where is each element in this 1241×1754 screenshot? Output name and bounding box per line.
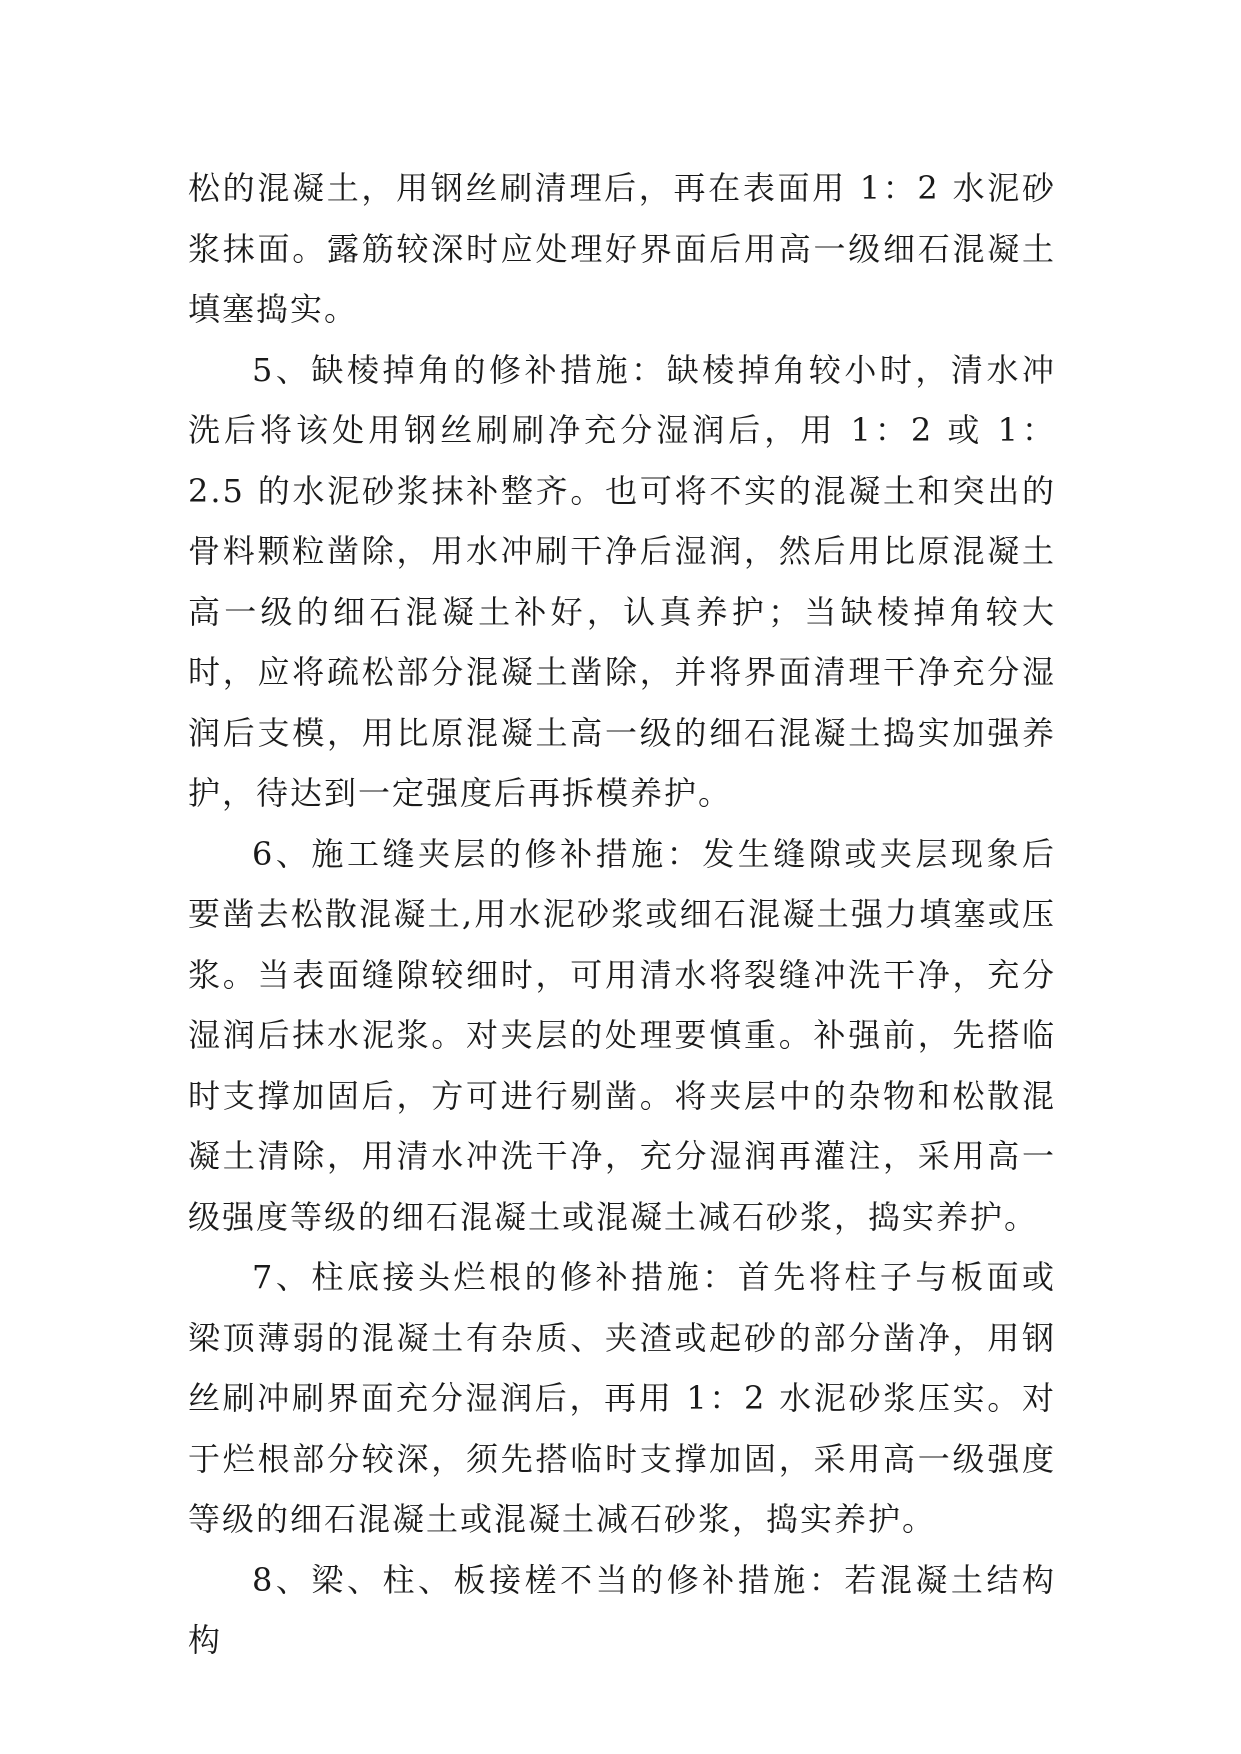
paragraph-item-8: 8、梁、柱、板接槎不当的修补措施：若混凝土结构构 <box>188 1560 1056 1659</box>
document-body <box>188 158 1056 1671</box>
paragraph-item-7: 7、柱底接头烂根的修补措施：首先将柱子与板面或梁顶薄弱的混凝土有杂质、夹渣或起砂的部分凿净，用钢丝刷冲刷界面充分湿润后，再用 1：2 水泥砂浆压实。对于烂根部分较深，须先搭临时支撑加固，采用高一级强度等级的细石混凝土或混凝土减石砂浆，捣实养护。 <box>188 1258 1056 1538</box>
paragraph-item-5: 5、缺棱掉角的修补措施：缺棱掉角较小时，清水冲洗后将该处用钢丝刷刷净充分湿润后，用 1：2 或 1：2.5 的水泥砂浆抹补整齐。也可将不实的混凝土和突出的骨料颗粒凿除，用水冲刷干净后湿润，然后用比原混凝土高一级的细石混凝土补好，认真养护；当缺棱掉角较大时，应将疏松部分混凝土凿除，并将界面清理干净充分湿润后支模，用比原混凝土高一级的细石混凝土捣实加强养护，待达到一定强度后再拆模养护。 <box>188 350 1056 812</box>
paragraph-continued: 松的混凝土，用钢丝刷清理后，再在表面用 1：2 水泥砂浆抹面。露筋较深时应处理好界面后用高一级细石混凝土填塞捣实。 <box>188 169 1056 328</box>
paragraph-item-6: 6、施工缝夹层的修补措施：发生缝隙或夹层现象后要凿去松散混凝土,用水泥砂浆或细石混凝土强力填塞或压浆。当表面缝隙较细时，可用清水将裂缝冲洗干净，充分湿润后抹水泥浆。对夹层的处理要慎重。补强前，先搭临时支撑加固后，方可进行剔凿。将夹层中的杂物和松散混凝土清除，用清水冲洗干净，充分湿润再灌注，采用高一级强度等级的细石混凝土或混凝土减石砂浆，捣实养护。 <box>188 834 1056 1236</box>
